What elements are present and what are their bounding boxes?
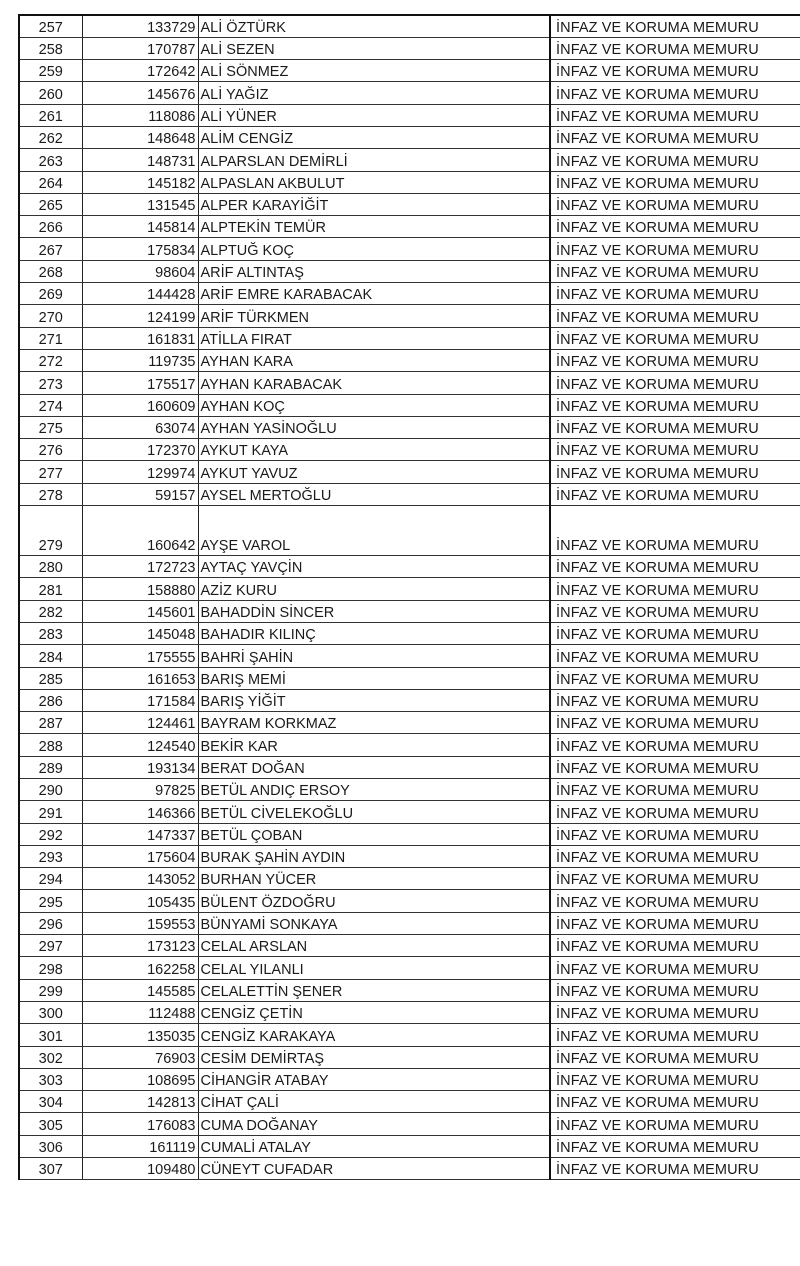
registry-number-cell: 172642 [82, 60, 198, 82]
name-cell: AYTAÇ YAVÇİN [198, 556, 550, 578]
name-cell: ALİ YAĞIZ [198, 82, 550, 104]
name-cell: ALPTUĞ KOÇ [198, 238, 550, 260]
name-cell: AYKUT KAYA [198, 439, 550, 461]
title-cell: İNFAZ VE KORUMA MEMURU [550, 600, 800, 622]
row-number-cell: 290 [19, 779, 82, 801]
name-cell: BETÜL ANDIÇ ERSOY [198, 779, 550, 801]
title-cell: İNFAZ VE KORUMA MEMURU [550, 104, 800, 126]
registry-number-cell: 161831 [82, 327, 198, 349]
table-row [19, 801, 800, 823]
table-row [19, 779, 800, 801]
name-cell: ARİF ALTINTAŞ [198, 260, 550, 282]
row-number-cell: 284 [19, 645, 82, 667]
registry-number-cell: 173123 [82, 935, 198, 957]
row-number-cell: 258 [19, 37, 82, 59]
row-number-cell: 295 [19, 890, 82, 912]
title-cell: İNFAZ VE KORUMA MEMURU [550, 622, 800, 644]
registry-number-cell: 170787 [82, 37, 198, 59]
title-cell: İNFAZ VE KORUMA MEMURU [550, 1135, 800, 1157]
registry-number-cell: 161119 [82, 1135, 198, 1157]
row-number-cell: 291 [19, 801, 82, 823]
table-row [19, 483, 800, 505]
table-row [19, 756, 800, 778]
registry-number-cell: 129974 [82, 461, 198, 483]
title-cell: İNFAZ VE KORUMA MEMURU [550, 483, 800, 505]
registry-number-cell: 124540 [82, 734, 198, 756]
title-cell: İNFAZ VE KORUMA MEMURU [550, 349, 800, 371]
title-cell: İNFAZ VE KORUMA MEMURU [550, 1113, 800, 1135]
row-number-cell: 272 [19, 349, 82, 371]
name-cell: AYHAN KARABACAK [198, 372, 550, 394]
roster-sheet [18, 14, 800, 1180]
registry-number-cell: 105435 [82, 890, 198, 912]
name-cell: CÜNEYT CUFADAR [198, 1158, 550, 1180]
title-cell: İNFAZ VE KORUMA MEMURU [550, 82, 800, 104]
table-row [19, 394, 800, 416]
title-cell: İNFAZ VE KORUMA MEMURU [550, 1068, 800, 1090]
table-row [19, 461, 800, 483]
row-number-cell: 262 [19, 126, 82, 148]
name-cell: ALİM CENGİZ [198, 126, 550, 148]
roster-table [18, 14, 800, 1180]
registry-number-cell: 193134 [82, 756, 198, 778]
name-cell: CENGİZ KARAKAYA [198, 1024, 550, 1046]
name-cell: BAHADIR KILINÇ [198, 622, 550, 644]
name-cell: BARIŞ MEMİ [198, 667, 550, 689]
table-row [19, 60, 800, 82]
name-cell: ALİ YÜNER [198, 104, 550, 126]
name-cell: ALİ SÖNMEZ [198, 60, 550, 82]
table-row [19, 37, 800, 59]
registry-number-cell: 119735 [82, 349, 198, 371]
table-row [19, 1091, 800, 1113]
row-number-cell: 289 [19, 756, 82, 778]
registry-number-cell: 175517 [82, 372, 198, 394]
title-cell: İNFAZ VE KORUMA MEMURU [550, 868, 800, 890]
table-row [19, 667, 800, 689]
registry-number-cell: 63074 [82, 416, 198, 438]
registry-number-cell: 162258 [82, 957, 198, 979]
name-cell: AYSEL MERTOĞLU [198, 483, 550, 505]
registry-number-cell: 147337 [82, 823, 198, 845]
registry-number-cell: 145182 [82, 171, 198, 193]
name-cell: CENGİZ ÇETİN [198, 1001, 550, 1023]
registry-number-cell: 160609 [82, 394, 198, 416]
title-cell: İNFAZ VE KORUMA MEMURU [550, 439, 800, 461]
name-cell: BAHADDİN SİNCER [198, 600, 550, 622]
row-number-cell: 285 [19, 667, 82, 689]
registry-number-cell: 118086 [82, 104, 198, 126]
registry-number-cell: 59157 [82, 483, 198, 505]
row-number-cell: 275 [19, 416, 82, 438]
name-cell: AYŞE VAROL [198, 506, 550, 556]
roster-body [19, 15, 800, 1180]
registry-number-cell: 109480 [82, 1158, 198, 1180]
registry-number-cell: 133729 [82, 15, 198, 37]
row-number-cell: 286 [19, 689, 82, 711]
row-number-cell: 298 [19, 957, 82, 979]
name-cell: ATİLLA FIRAT [198, 327, 550, 349]
title-cell: İNFAZ VE KORUMA MEMURU [550, 37, 800, 59]
table-row [19, 82, 800, 104]
row-number-cell: 267 [19, 238, 82, 260]
row-number-cell: 264 [19, 171, 82, 193]
table-row [19, 305, 800, 327]
row-number-cell: 296 [19, 912, 82, 934]
registry-number-cell: 145585 [82, 979, 198, 1001]
row-number-cell: 282 [19, 600, 82, 622]
title-cell: İNFAZ VE KORUMA MEMURU [550, 461, 800, 483]
table-row [19, 1113, 800, 1135]
title-cell: İNFAZ VE KORUMA MEMURU [550, 957, 800, 979]
registry-number-cell: 145048 [82, 622, 198, 644]
row-number-cell: 303 [19, 1068, 82, 1090]
title-cell: İNFAZ VE KORUMA MEMURU [550, 238, 800, 260]
table-row [19, 912, 800, 934]
title-cell: İNFAZ VE KORUMA MEMURU [550, 260, 800, 282]
row-number-cell: 259 [19, 60, 82, 82]
name-cell: ALPER KARAYİĞİT [198, 193, 550, 215]
name-cell: ALPARSLAN DEMİRLİ [198, 149, 550, 171]
registry-number-cell: 172723 [82, 556, 198, 578]
registry-number-cell: 160642 [82, 506, 198, 556]
row-number-cell: 278 [19, 483, 82, 505]
name-cell: ARİF TÜRKMEN [198, 305, 550, 327]
name-cell: CELAL YILANLI [198, 957, 550, 979]
registry-number-cell: 148731 [82, 149, 198, 171]
name-cell: BEKİR KAR [198, 734, 550, 756]
row-number-cell: 306 [19, 1135, 82, 1157]
title-cell: İNFAZ VE KORUMA MEMURU [550, 149, 800, 171]
table-row [19, 439, 800, 461]
table-row [19, 126, 800, 148]
name-cell: CELALETTİN ŞENER [198, 979, 550, 1001]
name-cell: CESİM DEMİRTAŞ [198, 1046, 550, 1068]
name-cell: CİHAT ÇALİ [198, 1091, 550, 1113]
title-cell: İNFAZ VE KORUMA MEMURU [550, 667, 800, 689]
table-row [19, 1046, 800, 1068]
title-cell: İNFAZ VE KORUMA MEMURU [550, 171, 800, 193]
title-cell: İNFAZ VE KORUMA MEMURU [550, 734, 800, 756]
name-cell: BERAT DOĞAN [198, 756, 550, 778]
row-number-cell: 265 [19, 193, 82, 215]
table-row [19, 1068, 800, 1090]
table-row [19, 193, 800, 215]
registry-number-cell: 145601 [82, 600, 198, 622]
table-row [19, 1135, 800, 1157]
title-cell: İNFAZ VE KORUMA MEMURU [550, 327, 800, 349]
registry-number-cell: 175555 [82, 645, 198, 667]
name-cell: BETÜL CİVELEKOĞLU [198, 801, 550, 823]
registry-number-cell: 98604 [82, 260, 198, 282]
title-cell: İNFAZ VE KORUMA MEMURU [550, 283, 800, 305]
title-cell: İNFAZ VE KORUMA MEMURU [550, 935, 800, 957]
name-cell: AZİZ KURU [198, 578, 550, 600]
table-row [19, 823, 800, 845]
title-cell: İNFAZ VE KORUMA MEMURU [550, 1001, 800, 1023]
table-row [19, 890, 800, 912]
table-row [19, 734, 800, 756]
title-cell: İNFAZ VE KORUMA MEMURU [550, 416, 800, 438]
name-cell: BURAK ŞAHİN AYDIN [198, 845, 550, 867]
table-row [19, 416, 800, 438]
row-number-cell: 269 [19, 283, 82, 305]
table-row [19, 349, 800, 371]
row-number-cell: 279 [19, 506, 82, 556]
name-cell: ALPASLAN AKBULUT [198, 171, 550, 193]
title-cell: İNFAZ VE KORUMA MEMURU [550, 645, 800, 667]
title-cell: İNFAZ VE KORUMA MEMURU [550, 756, 800, 778]
name-cell: AYHAN KOÇ [198, 394, 550, 416]
title-cell: İNFAZ VE KORUMA MEMURU [550, 556, 800, 578]
table-row [19, 260, 800, 282]
name-cell: CUMALİ ATALAY [198, 1135, 550, 1157]
row-number-cell: 260 [19, 82, 82, 104]
title-cell: İNFAZ VE KORUMA MEMURU [550, 979, 800, 1001]
table-row [19, 238, 800, 260]
title-cell: İNFAZ VE KORUMA MEMURU [550, 845, 800, 867]
row-number-cell: 283 [19, 622, 82, 644]
title-cell: İNFAZ VE KORUMA MEMURU [550, 193, 800, 215]
registry-number-cell: 171584 [82, 689, 198, 711]
row-number-cell: 292 [19, 823, 82, 845]
title-cell: İNFAZ VE KORUMA MEMURU [550, 60, 800, 82]
name-cell: CİHANGİR ATABAY [198, 1068, 550, 1090]
table-row [19, 845, 800, 867]
row-number-cell: 273 [19, 372, 82, 394]
table-row [19, 600, 800, 622]
title-cell: İNFAZ VE KORUMA MEMURU [550, 823, 800, 845]
row-number-cell: 305 [19, 1113, 82, 1135]
title-cell: İNFAZ VE KORUMA MEMURU [550, 216, 800, 238]
table-row [19, 327, 800, 349]
table-row [19, 1001, 800, 1023]
registry-number-cell: 175604 [82, 845, 198, 867]
registry-number-cell: 97825 [82, 779, 198, 801]
row-number-cell: 293 [19, 845, 82, 867]
title-cell: İNFAZ VE KORUMA MEMURU [550, 126, 800, 148]
table-row [19, 578, 800, 600]
row-number-cell: 281 [19, 578, 82, 600]
table-row [19, 556, 800, 578]
registry-number-cell: 158880 [82, 578, 198, 600]
table-row [19, 216, 800, 238]
title-cell: İNFAZ VE KORUMA MEMURU [550, 1091, 800, 1113]
table-row [19, 689, 800, 711]
title-cell: İNFAZ VE KORUMA MEMURU [550, 578, 800, 600]
name-cell: AYHAN KARA [198, 349, 550, 371]
registry-number-cell: 142813 [82, 1091, 198, 1113]
table-row [19, 104, 800, 126]
registry-number-cell: 131545 [82, 193, 198, 215]
title-cell: İNFAZ VE KORUMA MEMURU [550, 372, 800, 394]
row-number-cell: 266 [19, 216, 82, 238]
registry-number-cell: 161653 [82, 667, 198, 689]
table-row [19, 622, 800, 644]
name-cell: AYHAN YASİNOĞLU [198, 416, 550, 438]
name-cell: BETÜL ÇOBAN [198, 823, 550, 845]
registry-number-cell: 135035 [82, 1024, 198, 1046]
row-number-cell: 304 [19, 1091, 82, 1113]
table-row [19, 1024, 800, 1046]
row-number-cell: 276 [19, 439, 82, 461]
title-cell: İNFAZ VE KORUMA MEMURU [550, 801, 800, 823]
registry-number-cell: 76903 [82, 1046, 198, 1068]
title-cell: İNFAZ VE KORUMA MEMURU [550, 890, 800, 912]
name-cell: ALİ ÖZTÜRK [198, 15, 550, 37]
name-cell: BÜLENT ÖZDOĞRU [198, 890, 550, 912]
row-number-cell: 299 [19, 979, 82, 1001]
title-cell: İNFAZ VE KORUMA MEMURU [550, 912, 800, 934]
row-number-cell: 307 [19, 1158, 82, 1180]
title-cell: İNFAZ VE KORUMA MEMURU [550, 305, 800, 327]
registry-number-cell: 143052 [82, 868, 198, 890]
row-number-cell: 261 [19, 104, 82, 126]
table-row [19, 645, 800, 667]
registry-number-cell: 124461 [82, 712, 198, 734]
registry-number-cell: 144428 [82, 283, 198, 305]
table-row [19, 506, 800, 556]
registry-number-cell: 176083 [82, 1113, 198, 1135]
table-row [19, 171, 800, 193]
name-cell: BAYRAM KORKMAZ [198, 712, 550, 734]
row-number-cell: 280 [19, 556, 82, 578]
row-number-cell: 257 [19, 15, 82, 37]
title-cell: İNFAZ VE KORUMA MEMURU [550, 1046, 800, 1068]
registry-number-cell: 112488 [82, 1001, 198, 1023]
name-cell: BÜNYAMİ SONKAYA [198, 912, 550, 934]
row-number-cell: 268 [19, 260, 82, 282]
name-cell: CUMA DOĞANAY [198, 1113, 550, 1135]
name-cell: AYKUT YAVUZ [198, 461, 550, 483]
name-cell: ALİ SEZEN [198, 37, 550, 59]
row-number-cell: 271 [19, 327, 82, 349]
row-number-cell: 294 [19, 868, 82, 890]
row-number-cell: 277 [19, 461, 82, 483]
table-row [19, 979, 800, 1001]
table-row [19, 957, 800, 979]
table-row [19, 15, 800, 37]
title-cell: İNFAZ VE KORUMA MEMURU [550, 506, 800, 556]
name-cell: BARIŞ YİĞİT [198, 689, 550, 711]
row-number-cell: 297 [19, 935, 82, 957]
row-number-cell: 302 [19, 1046, 82, 1068]
table-row [19, 149, 800, 171]
name-cell: BURHAN YÜCER [198, 868, 550, 890]
registry-number-cell: 172370 [82, 439, 198, 461]
table-row [19, 283, 800, 305]
row-number-cell: 288 [19, 734, 82, 756]
row-number-cell: 300 [19, 1001, 82, 1023]
table-row [19, 868, 800, 890]
name-cell: ALPTEKİN TEMÜR [198, 216, 550, 238]
table-row [19, 1158, 800, 1180]
name-cell: BAHRİ ŞAHİN [198, 645, 550, 667]
registry-number-cell: 145814 [82, 216, 198, 238]
registry-number-cell: 145676 [82, 82, 198, 104]
registry-number-cell: 146366 [82, 801, 198, 823]
title-cell: İNFAZ VE KORUMA MEMURU [550, 779, 800, 801]
row-number-cell: 301 [19, 1024, 82, 1046]
row-number-cell: 274 [19, 394, 82, 416]
row-number-cell: 287 [19, 712, 82, 734]
table-row [19, 372, 800, 394]
registry-number-cell: 159553 [82, 912, 198, 934]
registry-number-cell: 108695 [82, 1068, 198, 1090]
title-cell: İNFAZ VE KORUMA MEMURU [550, 712, 800, 734]
registry-number-cell: 148648 [82, 126, 198, 148]
name-cell: CELAL ARSLAN [198, 935, 550, 957]
table-row [19, 935, 800, 957]
title-cell: İNFAZ VE KORUMA MEMURU [550, 394, 800, 416]
row-number-cell: 270 [19, 305, 82, 327]
title-cell: İNFAZ VE KORUMA MEMURU [550, 1158, 800, 1180]
name-cell: ARİF EMRE KARABACAK [198, 283, 550, 305]
table-row [19, 712, 800, 734]
title-cell: İNFAZ VE KORUMA MEMURU [550, 15, 800, 37]
row-number-cell: 263 [19, 149, 82, 171]
title-cell: İNFAZ VE KORUMA MEMURU [550, 1024, 800, 1046]
registry-number-cell: 175834 [82, 238, 198, 260]
title-cell: İNFAZ VE KORUMA MEMURU [550, 689, 800, 711]
registry-number-cell: 124199 [82, 305, 198, 327]
